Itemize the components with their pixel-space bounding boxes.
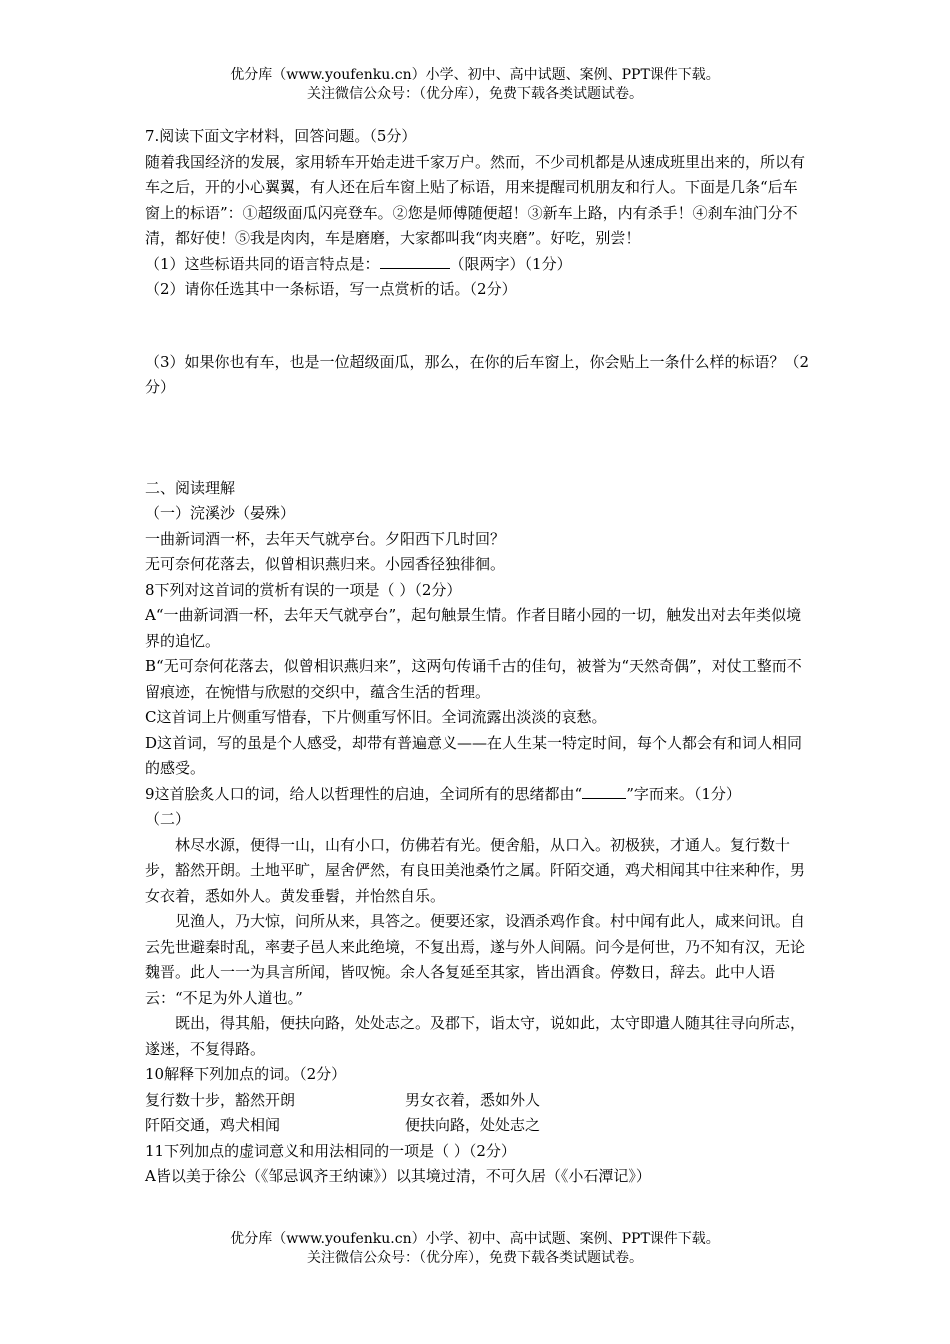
page-header	[0, 66, 950, 104]
answer-blank	[582, 784, 626, 799]
q7-sub1	[145, 252, 810, 278]
poem-line-2: 无可奈何花落去，似曾相识燕归来。小园香径独徘徊。	[145, 555, 506, 573]
q10-item-4: 便扶向路，处处志之	[405, 1116, 541, 1134]
q10-item-2: 男女衣着，悉如外人	[405, 1090, 541, 1109]
footer-line-2: 关注微信公众号：（优分库），免费下载各类试题试卷。	[307, 1250, 643, 1266]
q9	[145, 782, 810, 808]
q10-row-2	[145, 1113, 810, 1139]
header-line-1: 优分库（www.youfenku.cn）小学、初中、高中试题、案例、PPT课件下载。	[230, 67, 720, 83]
q10-row-1	[145, 1088, 810, 1114]
q10-item-1: 复行数十步，豁然开朗	[145, 1090, 296, 1109]
q8-option-d: D这首词，写的虽是个人感受，却带有普遍意义——在人生某一特定时间，每个人都会有和词人相同的感受。	[145, 733, 803, 777]
passage-paragraph-3: 既出，得其船，便扶向路，处处志之。及郡下，诣太守，说如此，太守即遣人随其往寻向所志，遂迷，不复得路。	[145, 1014, 806, 1058]
answer-space	[145, 401, 810, 476]
section-2-title: 二、阅读理解	[145, 478, 236, 497]
q7-sub3: （3）如果你也有车，也是一位超级面瓜，那么，在你的后车窗上，你会贴上一条什么样的标语？（2分）	[145, 352, 810, 396]
footer-line-1: 优分库（www.youfenku.cn）小学、初中、高中试题、案例、PPT课件下载。	[230, 1231, 720, 1247]
answer-space	[145, 303, 810, 350]
q11-option-a: A皆以美于徐公（《邹忌讽齐王纳谏》）以其境过清，不可久居（《小石潭记》）	[145, 1167, 651, 1185]
q8-title: 8下列对这首词的赏析有误的一项是（ ）（2分）	[145, 580, 462, 599]
q7-title: 7.阅读下面文字材料，回答问题。（5分）	[145, 127, 417, 145]
part-2-title: （二）	[145, 810, 191, 828]
header-line-2: 关注微信公众号：（优分库），免费下载各类试题试卷。	[307, 86, 643, 102]
q9-prompt: 9这首脍炙人口的词，给人以哲理性的启迪，全词所有的思绪都由“	[145, 784, 583, 803]
q7-sub1-note: （限两字）（1分）	[449, 254, 572, 273]
q7-sub1-prompt: （1）这些标语共同的语言特点是：	[145, 254, 380, 273]
q8-option-c: C这首词上片侧重写惜春，下片侧重写怀旧。全词流露出淡淡的哀愁。	[145, 708, 607, 726]
q7-sub2: （2）请你任选其中一条标语，写一点赏析的话。（2分）	[145, 280, 517, 298]
q9-tail: ”字而来。（1分）	[626, 784, 741, 803]
passage-paragraph-2: 见渔人，乃大惊，问所从来，具答之。便要还家，设酒杀鸡作食。村中闻有此人，咸来问讯。自云先世避秦时乱，率妻子邑人来此绝境，不复出焉，遂与外人间隔。问今是何世，乃不知有汉，无论魏晋。此人一一为具言所闻，皆叹惋。余人各复延至其家，皆出酒食。停数日，辞去。此中人语云：“不足为外人道也。”	[145, 912, 806, 1007]
q8-option-b: B“无可奈何花落去，似曾相识燕归来”，这两句传诵千古的佳句，被誉为“天然奇偶”，对仗工整而不留痕迹，在惋惜与欣慰的交织中，蕴含生活的哲理。	[145, 657, 802, 701]
passage-paragraph-1: 林尽水源，便得一山，山有小口，仿佛若有光。便舍船，从口入。初极狭，才通人。复行数十步，豁然开朗。土地平旷，屋舍俨然，有良田美池桑竹之属。阡陌交通，鸡犬相闻其中往来种作，男女衣着，悉如外人。黄发垂髫，并怡然自乐。	[145, 835, 806, 905]
q10-item-3: 阡陌交通，鸡犬相闻	[145, 1116, 281, 1134]
q8-option-a: A“一曲新词酒一杯，去年天气就亭台”，起句触景生情。作者目睹小园的一切，触发出对去年类似境界的追忆。	[145, 606, 802, 650]
answer-blank	[380, 254, 450, 269]
q7-passage: 随着我国经济的发展，家用轿车开始走进千家万户。然而，不少司机都是从速成班里出来的，所以有车之后，开的小心翼翼，有人还在后车窗上贴了标语，用来提醒司机朋友和行人。下面是几条“后车窗上的标语”：①超级面瓜闪亮登车。②您是师傅随便超！③新车上路，内有杀手！④刹车油门分不清，都好使！⑤我是肉肉，车是磨磨，大家都叫我“肉夹磨”。好吃，别尝！	[145, 152, 806, 247]
page-footer	[0, 1230, 950, 1268]
q11-title: 11下列加点的虚词意义和用法相同的一项是（ ）（2分）	[145, 1141, 516, 1160]
document-body	[145, 124, 810, 1190]
part-1-title: （一）浣溪沙（晏殊）	[145, 504, 296, 522]
q10-title: 10解释下列加点的词。（2分）	[145, 1065, 347, 1083]
poem-line-1: 一曲新词酒一杯，去年天气就亭台。夕阳西下几时回？	[145, 529, 506, 548]
